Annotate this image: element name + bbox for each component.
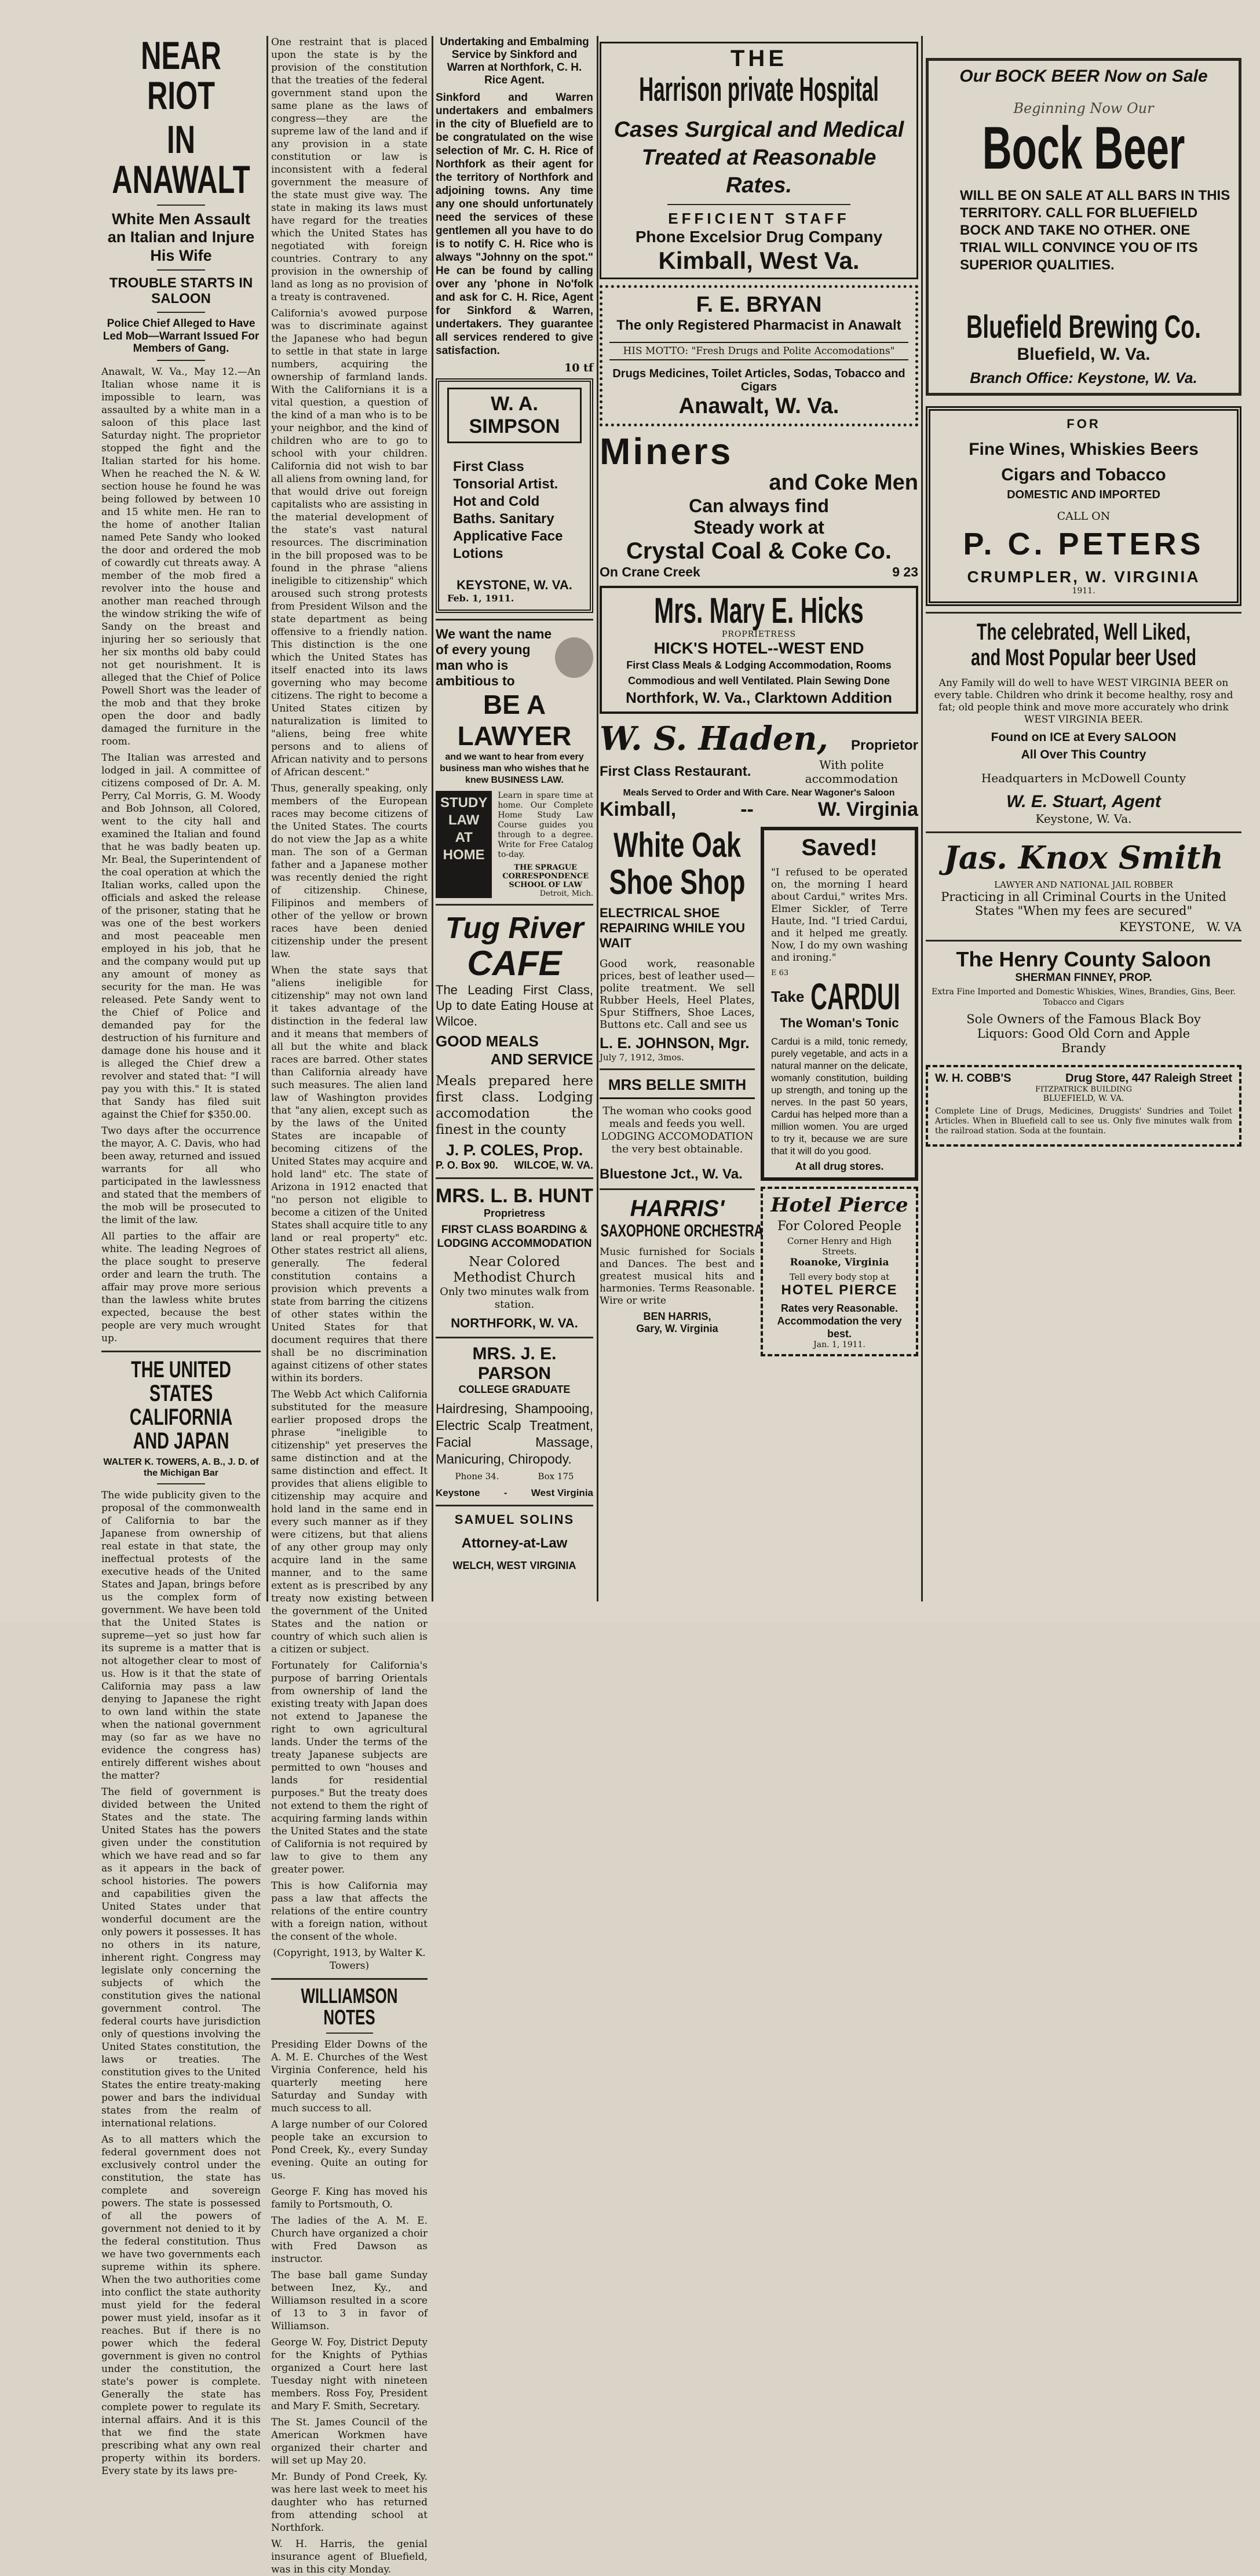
hospital-the: THE: [731, 46, 787, 71]
saloon-name: The Henry County Saloon: [956, 947, 1211, 971]
peters-for: FOR: [1067, 417, 1101, 431]
cafe-box: P. O. Box 90.: [436, 1159, 498, 1172]
shoe-manager: L. E. JOHNSON, Mgr.: [600, 1034, 750, 1052]
hospital-slogan: Cases Surgical and Medical Treated at Reasonable Rates.: [613, 118, 904, 198]
article-paragraph: One restraint that is placed upon the state is by the provision of the constitution that the treaties of the federal government stand upon the same plane as the laws of congress—they are the supreme law of the land and if any provision in a state constitution or law is inconsistent with a federal government the measure of the state must give way. The state in making its laws must have regard for the treaties which the United States has negotiated with foreign countries. Contrary to any provision in the ownership of land as long as no provision of a treaty is contravened.: [271, 37, 428, 303]
peters-wines: Fine Wines, Whiskies Beers: [969, 440, 1199, 459]
cafe-town: WILCOE, W. VA.: [514, 1159, 593, 1172]
article-paragraph: Two days after the occurrence the mayor, A. C. Davis, who had been away, returned and issued warrants for all who participated in the lawlessness and stated that the members of the mob will be prosecuted to the limit of the law.: [101, 1125, 261, 1227]
headline-united-states: THE UNITED STATES: [131, 1357, 231, 1407]
harris-town: Gary, W. Virginia: [636, 1323, 718, 1334]
steady-work: Steady work at: [693, 517, 824, 538]
lawyer-school: THE SPRAGUE CORRESPONDENCE SCHOOL OF LAW: [502, 863, 589, 890]
harris-name: HARRIS': [630, 1196, 725, 1221]
hunt-town: NORTHFORK, W. VA.: [451, 1316, 578, 1331]
column-3: [436, 36, 593, 1601]
byline: WALTER K. TOWERS, A. B., J. D. of the Michigan Bar: [103, 1457, 259, 1478]
saloon-prop: SHERMAN FINNEY, PROP.: [1015, 972, 1152, 984]
cardui-tonic: The Woman's Tonic: [780, 1016, 899, 1030]
knox-town: KEYSTONE,: [1119, 920, 1195, 934]
bryan-ad: [600, 285, 918, 426]
solins-title: Attorney-at-Law: [461, 1535, 568, 1552]
article-paragraph: The Italian was arrested and lodged in jail. A committee of citizens composed of Dr. A. M. Perry, Cal Morris, G. M. Woody and Bob Johnson, all Colored, went to the city hall and examined the Italian and found that he was badly beaten up. Mr. Beal, the Superintendent of the coal operation at which the Italian works, called upon the officials and asked the release of the prisoner, stating that he was one of the best workers and most peaceable men employed in his job, that he and the company would put up any amount of money as security for the man. He was released. Pete Sandy went to the Chief of Police and demanded pay for the destruction of his furniture and damage done his house and it is alleged the Chief drew a revolver and stated that: "I will pay you with this." It is stated that Sandy has filed suit against the Chief for $350.00.: [101, 752, 261, 1121]
lawyer-title: BE A LAWYER: [457, 689, 572, 751]
west-virginia-beer-ad: [926, 619, 1241, 826]
simpson-location: KEYSTONE, W. VA.: [456, 578, 572, 593]
headline-california: CALIFORNIA: [129, 1404, 233, 1430]
bock-beer-ad: [926, 58, 1241, 396]
pierce-hotel: HOTEL PIERCE: [781, 1282, 898, 1298]
note-item: A large number of our Colored people take an excursion to Pond Creek, Ky., every Sunday evening. Quite an outing for us.: [271, 2119, 428, 2182]
parson-box: Box 175: [538, 1471, 574, 1482]
shoe-repair: ELECTRICAL SHOE REPAIRING WHILE YOU WAIT: [600, 906, 745, 950]
haden-restaurant: First Class Restaurant.: [600, 764, 751, 779]
white-oak-name: White Oak: [613, 826, 742, 864]
cobb-town: BLUEFIELD, W. VA.: [1043, 1094, 1124, 1103]
cardui-ad: [761, 827, 918, 1181]
hicks-hotel: HICK'S HOTEL--WEST END: [653, 639, 864, 657]
parson-phone: Phone 34.: [455, 1471, 499, 1482]
simpson-date: Feb. 1, 1911.: [447, 593, 514, 604]
note-item: The base ball game Sunday between Inez, Ky., and Williamson resulted in a score of 13 to 3 in favor of Williamson.: [271, 2269, 428, 2333]
hospital-town: Kimball, West Va.: [658, 247, 860, 274]
hunt-boarding: FIRST CLASS BOARDING & LODGING ACCOMMODATION: [437, 1224, 592, 1250]
solins-name: SAMUEL SOLINS: [454, 1512, 575, 1527]
subhead-saloon: TROUBLE STARTS IN SALOON: [109, 275, 253, 307]
parson-name: MRS. J. E. PARSON: [472, 1344, 557, 1384]
lower-left: [600, 826, 764, 1362]
cafe-desc: The Leading First Class, Up to date Eating House at Wilcoe.: [436, 983, 593, 1029]
bryan-name: F. E. BRYAN: [696, 293, 822, 317]
parson-state: West Virginia: [531, 1487, 593, 1499]
hunt-near: Near Colored Methodist Church: [453, 1254, 576, 1286]
belle-smith-ad: [600, 1076, 755, 1183]
tug-river-cafe-ad: [436, 911, 593, 1172]
lower-row: [600, 827, 918, 1362]
shoe-date: July 7, 1912, 3mos.: [600, 1052, 684, 1063]
article-paragraph: As to all matters which the federal government does not exclusively control under the constitution, the state has complete and sovereign powers. The state is possessed of all the powers of government not denied to it by the federal constitution. Thus we have two governments each supreme within its sphere. When the two authorities come into conflict the state authority must yield for the federal power must yield, insofar as it reaches. But if there is no power which the federal government is given no control under the constitution, the state's power is complete. Generally the state has complete power to regulate its internal affairs. And it is this that we find the state prescribing what any own real property within its borders. Every state by its laws pre-: [101, 2134, 261, 2478]
haden-title: Proprietor: [850, 738, 918, 753]
cobb-body: Complete Line of Drugs, Medicines, Druggists' Sundries and Toilet Articles. When in Bluefield call to see us. Only five minutes walk from the railroad station. Soda at the fountain.: [935, 1107, 1232, 1136]
brewing-co-town: Bluefield, W. Va.: [1017, 345, 1151, 364]
article-paragraph: All parties to the affair are white. The leading Negroes of the place sought to preserve order and learn the truth. The affair may prove more serious than the lawless white brutes expected, because the best people are very much wrought up.: [101, 1231, 261, 1345]
peters-call: CALL ON: [1057, 510, 1111, 523]
cobb-drug-ad: [926, 1065, 1241, 1147]
brewing-branch: Branch Office: Keystone, W. Va.: [970, 369, 1197, 386]
harris-contact: BEN HARRIS,: [643, 1311, 711, 1322]
hunt-name: MRS. L. B. HUNT: [436, 1185, 593, 1207]
haden-name: W. S. Haden,: [600, 720, 828, 758]
column-rule: [597, 36, 598, 1601]
note-item: Mr. Bundy of Pond Creek, Ky. was here last week to meet his daughter who has returned from attending school at Northfork.: [271, 2471, 428, 2534]
note-item: The St. James Council of the American Workmen have organized their charter and will set up May 20.: [271, 2417, 428, 2467]
haden-state: W. Virginia: [817, 798, 918, 820]
crystal-ref: 9 23: [892, 564, 918, 579]
wv-ice: Found on ICE at Every SALOON: [991, 731, 1177, 744]
cobb-building: FITZPATRICK BUILDING: [1035, 1085, 1133, 1094]
column-rule: [266, 36, 268, 1601]
copyright-line: (Copyright, 1913, by Walter K. Towers): [273, 1947, 426, 1972]
headline-williamson-notes: WILLIAMSON NOTES: [301, 1984, 398, 2029]
lawyer-ad: [436, 626, 593, 898]
crystal-name: Crystal Coal & Coke Co.: [626, 538, 892, 564]
solins-town: WELCH, WEST VIRGINIA: [452, 1560, 576, 1572]
simpson-name: W. A. SIMPSON: [447, 388, 582, 443]
hospital-name: Harrison private Hospital: [639, 71, 879, 108]
article-paragraph: The Webb Act which California substituted for the measure earlier proposed drops the phrase "ineligible to citizenship" yet preserves the same distinction and at the same distinction and effect. It provides that aliens eligible to citizenship may acquire and hold land in the same end in every such manner as if they were citizens, but that aliens of any other group may only acquire land in the same manner, and to the same extent as is prescribed by any treaty now existing between the government of the United States and the nation or country of which such alien is a citizen or subject.: [271, 1389, 428, 1655]
saloon-black-boy: Sole Owners of the Famous Black Boy Liquors: Good Old Corn and Apple Brandy: [966, 1012, 1201, 1055]
undertaking-heading: Undertaking and Embalming Service by Sinkford and Warren at Northfork, C. H. Rice Agent.: [440, 36, 589, 86]
note-item: The ladies of the A. M. E. Church have organized a choir with Fred Dawson as instructor.: [271, 2215, 428, 2265]
haden-ad: W. S. Haden, Proprietor First Class Restaurant. With polite accommodation Meals Served to Order and With Care. Near Wagoner's Saloon Kimball, -- W. Virginia: [600, 720, 918, 820]
pierce-city: Roanoke, Virginia: [790, 1257, 889, 1268]
article-paragraph: Thus, generally speaking, only members of the European races may become citizens of the United States. The courts do not view the Jap as a white man. The son of a German father and a Japanese mother was recently denied the right of citizenship. Chinese, Filipinos and members of other of the yellow or brown races have been denied citizenship under the present law.: [271, 783, 428, 960]
subhead-white-men: White Men Assault an Italian and Injure His Wife: [107, 210, 255, 264]
headline-and-japan: AND JAPAN: [133, 1428, 229, 1454]
parson-services: Hairdresing, Shampooing, Electric Scalp Treatment, Facial Massage, Manicuring, Chiropody.: [436, 1401, 593, 1467]
wv-headquarters: Headquarters in McDowell County: [981, 771, 1186, 785]
brewing-co-name: Bluefield Brewing Co.: [966, 308, 1201, 345]
parson-town: Keystone: [436, 1487, 480, 1499]
knox-state: W. VA: [1206, 920, 1241, 934]
article-paragraph: The wide publicity given to the proposal of the commonwealth of California to bar the Japanese from ownership of real estate in that state, the ineffectual protests of the executive heads of the United States and Japan, brings before us the complex form of government. We have been told that the United States is supreme—yet so just how far its supreme is a matter that is not altogether clear to most of us. How is it that the state of California may pass a law denying to Japanese the right to own land within the state when the national government may (so far as we have no evidence the congress has) entirely different wishes about the matter?: [101, 1490, 261, 1782]
lawyer-city: Detroit, Mich.: [539, 889, 593, 899]
miners-word: Miners: [600, 430, 733, 472]
hicks-desc: First Class Meals & Lodging Accommodation, Rooms Commodious and well Ventilated. Plain Sewing Done: [626, 659, 892, 687]
cafe-proprietor: J. P. COLES, Prop.: [445, 1141, 583, 1159]
lawyer-intro: We want the name of every young man who is ambitious to: [436, 626, 552, 689]
cardui-take: Take: [771, 987, 805, 1005]
coke-men: and Coke Men: [769, 470, 918, 495]
wv-celebrated: The celebrated, Well Liked,: [976, 619, 1191, 645]
harris-orchestra: SAXOPHONE ORCHESTRA: [600, 1221, 764, 1240]
wv-country: All Over This Country: [1021, 748, 1146, 761]
knox-title: LAWYER AND NATIONAL JAIL ROBBER: [994, 880, 1173, 890]
knox-name: Jas. Knox Smith: [944, 839, 1224, 876]
harris-desc: Music furnished for Socials and Dances. The best and greatest musical hits and harmonies. Terms Reasonable. Wire or write: [600, 1246, 755, 1307]
bock-beer-title: Bock Beer: [982, 115, 1185, 182]
hicks-name: Mrs. Mary E. Hicks: [654, 591, 864, 631]
undertaking-ref: 10 tf: [564, 362, 593, 375]
column-4: [600, 42, 918, 1601]
simpson-ad: [436, 378, 593, 613]
belle-desc: The woman who cooks good meals and feeds you well. LODGING ACCOMODATION the very best obtainable.: [601, 1105, 754, 1155]
hicks-town: Northfork, W. Va., Clarktown Addition: [626, 689, 892, 706]
hospital-staff: EFFICIENT STAFF: [668, 210, 850, 227]
simpson-services: First Class Tonsorial Artist. Hot and Cold Baths. Sanitary Applicative Face Lotions: [453, 459, 563, 562]
harris-orchestra-ad: [600, 1196, 764, 1335]
pierce-date: Jan. 1, 1911.: [813, 1340, 865, 1349]
article-paragraph: California's avowed purpose was to discriminate against the Japanese who had begun to settle in that state in large numbers, acquiring the ownership of farmland lands. With the Californians it is a vital question, a question of the kind of a man who is to be your neighbor, and the kind of children who are to go to school with your children. California did not wish to bar all aliens from owning land, for that would drive out foreign capitalists who are assisting in the material development of the state's vast natural resources. The discrimination in the bill proposed was to be found in the phrase "aliens ineligible to citizenship" which aroused such strong protests from President Wilson and the state department as being offensive to a friendly nation. This distinction is the one which the United States has itself enacted into its laws governing who may become citizens. The right to become a United States citizen by naturalization is limited to "aliens, being free white persons and to aliens of African nativity and to persons of African descent.": [271, 308, 428, 778]
article-paragraph: When the state says that "aliens ineligible for citizenship" may not own land it takes advantage of the distinction in the federal law and it means that members of all but the white and black races are barred. Other states than California already have such measures. The alien land law of Washington provides that "any alien, except such as by the laws of the United States are incapable of becoming citizens of the United States may acquire and hold land" etc. The state of Arizona in 1912 enacted that "no person not eligible to become a citizen of the United States shall acquire title to any land or real property" etc. Other states restrict all aliens, generally. The federal constitution contains a provision which prevents a state from barring the citizens of other states within the United States for that document requires that there shall be no discrimination against citizens of other states within its borders.: [271, 965, 428, 1384]
haden-meals: Meals Served to Order and With Care. Near Wagoner's Saloon: [623, 788, 895, 798]
note-item: W. H. Harris, the genial insurance agent of Bluefield, was in this city Monday.: [271, 2538, 428, 2576]
cafe-name: Tug River: [445, 911, 584, 946]
bryan-tag: The only Registered Pharmacist in Anawalt: [616, 318, 901, 333]
cardui-name: CARDUI: [810, 976, 900, 1017]
wv-popular: and Most Popular beer Used: [971, 645, 1196, 670]
column-1: [101, 34, 261, 2478]
belle-name: MRS BELLE SMITH: [600, 1076, 755, 1099]
study-law-box: STUDY LAW AT HOME: [436, 791, 492, 898]
hunt-ad: [436, 1185, 593, 1331]
harrison-hospital-ad: [600, 42, 918, 279]
article-paragraph: Anawalt, W. Va., May 12.—An Italian whose name it is impossible to learn, was assaulted by a white man in a saloon of this place last Saturday night. The proprietor stopped the fight and the Italian started for his home. When he reached the N. & W. section house he found he was being followed by between 10 and 15 white men. He ran to the home of another Italian named Pete Sandy who looked the door and ordered the mob of cowardly cut threats away. A member of the mob fired a revolver into the house and another man reached through the window striking the wife of Sandy on the breast and injuring her so seriously that her six months old baby could not get nourishment. It is alleged that the Chief of Police Powell Short was the leader of the mob and that they broke open the door and badly damaged the furniture in the room.: [101, 366, 261, 748]
pierce-rates: Rates very Reasonable. Accommodation the very best.: [777, 1302, 902, 1340]
bryan-town: Anawalt, W. Va.: [678, 394, 839, 418]
knox-practice: Practicing in all Criminal Courts in the United States "When my fees are secured": [941, 890, 1226, 918]
bock-beginning: Beginning Now Our: [1013, 100, 1154, 116]
crystal-location: On Crane Creek: [600, 564, 700, 579]
undertaking-text: Sinkford and Warren undertakers and embalmers in the city of Bluefield are to be congratulated on the wise selection of Mr. C. H. Rice of Northfork as their agent for the territory of Northfork and adjoining towns. Any time any one should unfortunately need the services of these gentlemen all you have to do is to notify C. H. Rice who is always "Johnny on the spot." He can be found by calling over any 'phone in No'folk and ask for C. H. Rice, Agent for Sinkford & Warren, undertakers. They guarantee all services rendered to give satisfaction.: [436, 92, 593, 357]
peters-cigars: Cigars and Tobacco: [1001, 465, 1166, 484]
hicks-ad: [600, 586, 918, 714]
column-rule: [432, 36, 433, 1601]
hicks-title: PROPRIETRESS: [721, 630, 797, 639]
headline-near-riot: NEAR RIOT: [141, 34, 221, 118]
hotel-pierce-ad: [761, 1187, 918, 1356]
can-find: Can always find: [689, 495, 829, 516]
solins-ad: [436, 1512, 593, 1572]
cherub-illustration: [555, 637, 593, 678]
column-2: [271, 36, 428, 2576]
cafe-service: AND SERVICE: [490, 1050, 593, 1068]
article-paragraph: This is how California may pass a law that affects the relations of the entire country with a foreign nation, without the consent of the whole.: [271, 1880, 428, 1943]
shoe-shop-name: Shoe Shop: [609, 863, 746, 902]
note-item: Presiding Elder Downs of the A. M. E. Churches of the West Virginia Conference, held his quarterly meeting here Saturday and Sunday with much success to all.: [271, 2039, 428, 2115]
article-paragraph: The field of government is divided between the United States and the state. The United States has the powers given under the constitution which we have read and so far as it appears in the back of school histories. The powers and capabilities given the United States under that wonderful document are the only powers it possesses. It has no others in its nature, inherent right. Congress may legislate only concerning the subjects of which the constitution gives the national government control. The federal courts have jurisdiction only of questions involving the United States constitution, the laws or treaties. The constitution gives to the United States the entire treaty-making power and bars the individual states from the realm of international relations.: [101, 1786, 261, 2130]
pierce-corner: Corner Henry and High Streets.: [787, 1236, 892, 1257]
peters-name: P. C. PETERS: [963, 527, 1204, 561]
note-item: George F. King has moved his family to Portsmouth, O.: [271, 2186, 428, 2211]
subhead-police-chief: Police Chief Alleged to Have Led Mob—Warrant Issued For Members of Gang.: [103, 317, 260, 355]
cobb-store: Drug Store, 447 Raleigh Street: [1065, 1072, 1232, 1085]
cafe-good-meals: GOOD MEALS: [436, 1032, 539, 1050]
cardui-saved: Saved!: [801, 835, 878, 860]
lawyer-body: Learn in spare time at home. Our Complete Home Study Law Course guides you through to a degree. Write for Free Catalog to-day.: [498, 791, 593, 860]
haden-accommodation: With polite accommodation: [805, 758, 899, 786]
parson-title: COLLEGE GRADUATE: [458, 1384, 571, 1396]
wv-body: Any Family will do well to have WEST VIRGINIA BEER on every table. Children who drink it become healthy, rosy and fat; old people think and move more accurately who drink WEST VIRGINIA BEER.: [934, 677, 1233, 725]
hospital-phone: Phone Excelsior Drug Company: [635, 228, 883, 246]
parson-ad: MRS. J. E. PARSON COLLEGE GRADUATE Hairdresing, Shampooing, Electric Scalp Treatment, Facial Massage, Manicuring, Chiropody. Phone 34. Box 175 Keystone - West Virginia: [436, 1344, 593, 1499]
saloon-goods: Extra Fine Imported and Domestic Whiskies, Wines, Brandies, Gins, Beer. Tobacco and Cigars: [932, 987, 1236, 1007]
column-5: [926, 58, 1241, 1601]
cobb-name: W. H. COBB'S: [935, 1072, 1011, 1085]
cafe-meals: Meals prepared here first class. Lodging accomodation the finest in the county: [436, 1074, 593, 1138]
cardui-body: Cardui is a mild, tonic remedy, purely vegetable, and acts in a natural manner on the delicate, womanly constitution, building up strength, and toning up the nerves. In the past 50 years, Cardui has helped more than a million women. You are urged to try it, because we are sure that it will do you good.: [771, 1036, 908, 1156]
bryan-goods: Drugs Medicines, Toilet Articles, Sodas, Tobacco and Cigars: [612, 367, 905, 393]
cafe-word: CAFE: [467, 944, 562, 983]
crystal-coal-ad: [600, 432, 918, 580]
shoe-desc: Good work, reasonable prices, best of leather used—polite treatment. We sell Rubber Heels, Heel Plates, Spur Stiffners, Shoe Laces, Buttons etc. Call and see us: [600, 958, 755, 1031]
peters-ad: [926, 406, 1241, 606]
lower-right: [761, 827, 918, 1362]
lawyer-sub: and we want to hear from every business man who wishes that he knew BUSINESS LAW.: [440, 752, 589, 786]
knox-smith-ad: [926, 839, 1241, 934]
bryan-motto: HIS MOTTO: "Fresh Drugs and Polite Accomodations": [609, 342, 908, 360]
henry-county-saloon-ad: [926, 947, 1241, 1056]
peters-year: 1911.: [1072, 586, 1095, 596]
cardui-stores: At all drug stores.: [795, 1161, 884, 1172]
pierce-name: Hotel Pierce: [770, 1194, 908, 1217]
column-rule: [921, 36, 923, 1601]
hunt-walk: Only two minutes walk from station.: [440, 1286, 589, 1311]
belle-town: Bluestone Jct., W. Va.: [600, 1166, 743, 1182]
peters-domestic: DOMESTIC AND IMPORTED: [1007, 488, 1160, 501]
wv-town: Keystone, W. Va.: [1035, 812, 1132, 826]
haden-town: Kimball,: [600, 798, 677, 820]
cardui-ref: E 63: [771, 969, 789, 977]
pierce-for: For Colored People: [777, 1219, 901, 1234]
note-item: George W. Foy, District Deputy for the Knights of Pythias organized a Court here last Tuesday night with nineteen members. Ross Foy, President and Mary F. Smith, Secretary.: [271, 2337, 428, 2413]
white-oak-ad: [600, 827, 755, 1063]
headline-in-anawalt: IN ANAWALT: [112, 117, 250, 202]
pierce-tell: Tell every body stop at: [789, 1272, 890, 1282]
article-paragraph: Fortunately for California's purpose of barring Orientals from ownership of land the existing treaty with Japan does not extend to Japanese the right to own agricultural lands. Under the terms of the treaty Japanese subjects are permitted to own "houses and lands for residential purposes." But the treaty does not extend to them the right of acquiring farming lands within the United States and the state of California is not required by law to give to them any greater power.: [271, 1660, 428, 1876]
cardui-testimonial: "I refused to be operated on, the morning I heard about Cardui," writes Mrs. Elmer Sickler, of Terre Haute, Ind. "I tried Cardui, and it helped me greatly. Now, I do my own washing and ironing.": [771, 867, 908, 964]
bock-body: WILL BE ON SALE AT ALL BARS IN THIS TERRITORY. CALL FOR BLUEFIELD BOCK AND TAKE NO OTHER. ONE TRIAL WILL CONVINCE YOU OF ITS SUPERIOR QUALITIES.: [960, 188, 1230, 273]
hunt-title: Proprietress: [483, 1207, 546, 1220]
wv-agent: W. E. Stuart, Agent: [1006, 792, 1161, 811]
peters-town: CRUMPLER, W. VIRGINIA: [967, 568, 1200, 586]
bock-now-on-sale: Our BOCK BEER Now on Sale: [959, 67, 1208, 86]
